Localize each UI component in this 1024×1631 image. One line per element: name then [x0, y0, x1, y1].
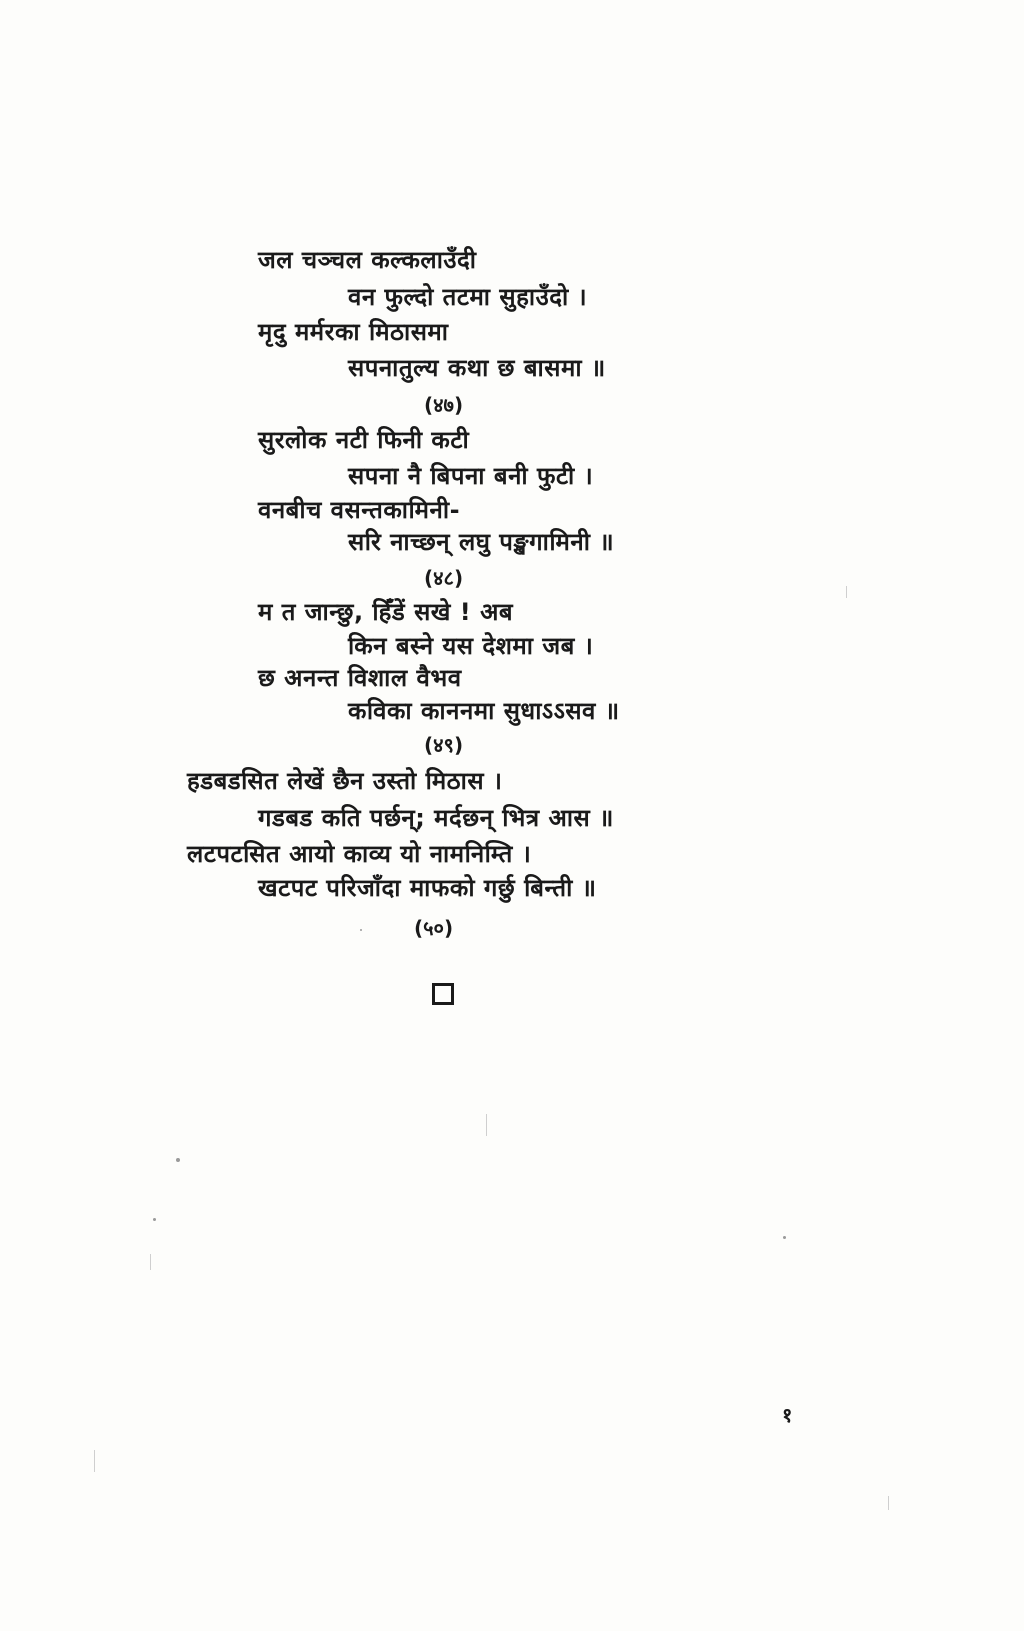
stanza-number: (४९)	[424, 733, 464, 757]
scan-scratch	[94, 1450, 95, 1472]
verse-line: लटपटसित आयो काव्य यो नामनिम्ति ।	[187, 840, 532, 868]
scan-scratch	[486, 1114, 487, 1136]
verse-line: गडबड कति पर्छन्; मर्दछन् भित्र आस ॥	[258, 804, 614, 832]
scan-scratch	[846, 586, 847, 598]
verse-line: जल चञ्चल कल्कलाउँदी	[258, 246, 477, 274]
page-number: १	[782, 1403, 793, 1427]
verse-line: सरि नाच्छन् लघु पङ्खगामिनी ॥	[348, 528, 615, 556]
verse-line: किन बस्ने यस देशमा जब ।	[348, 632, 594, 660]
stanza-number: (४८)	[424, 566, 464, 590]
scan-speck	[360, 929, 362, 931]
end-of-poem-box	[432, 983, 454, 1005]
verse-line: सपनातुल्य कथा छ बासमा ॥	[348, 354, 606, 382]
stanza-number: (५०)	[414, 916, 454, 940]
scan-speck	[176, 1158, 180, 1162]
verse-line: म त जान्छु, हिँडें सखे ! अब	[258, 598, 514, 626]
verse-line: वन फुल्दो तटमा सुहाउँदो ।	[348, 283, 588, 311]
verse-line: छ अनन्त विशाल वैभव	[258, 664, 462, 692]
verse-line: सुरलोक नटी फिनी कटी	[258, 426, 470, 454]
verse-line: खटपट परिजाँदा माफको गर्छु बिन्ती ॥	[258, 874, 597, 902]
scan-scratch	[150, 1254, 151, 1270]
verse-line: कविका काननमा सुधाऽऽसव ॥	[348, 697, 620, 725]
verse-line: वनबीच वसन्तकामिनी-	[258, 496, 461, 524]
stanza-number: (४७)	[424, 393, 464, 417]
scan-speck	[783, 1236, 786, 1239]
verse-line: सपना नै बिपना बनी फुटी ।	[348, 462, 594, 490]
verse-line: मृदु मर्मरका मिठासमा	[258, 318, 449, 346]
scan-scratch	[888, 1496, 889, 1510]
scan-speck	[153, 1218, 156, 1221]
verse-line: हडबडसित लेखें छैन उस्तो मिठास ।	[187, 767, 503, 795]
